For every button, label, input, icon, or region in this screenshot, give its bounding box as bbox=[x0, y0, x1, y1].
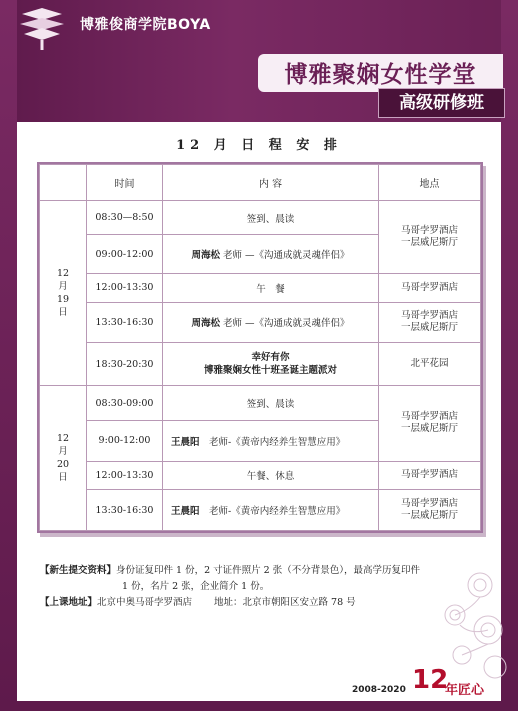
address-label: 【上课地址】 bbox=[40, 597, 98, 608]
content-cell: 周海松 老师 —《沟通成就灵魂伴侣》 bbox=[163, 235, 379, 274]
time-cell: 12:00-13:30 bbox=[87, 274, 163, 303]
teacher-name: 王晨阳 bbox=[171, 506, 200, 518]
table-row bbox=[40, 386, 481, 421]
bottom-border bbox=[0, 701, 518, 711]
materials-label: 【新生提交资料】 bbox=[40, 565, 117, 576]
time-cell: 09:00-12:00 bbox=[87, 235, 163, 274]
header-content: 内 容 bbox=[163, 165, 379, 201]
content-cell: 幸好有你 博雅聚娴女性十班圣诞主题派对 bbox=[163, 343, 379, 386]
table-row bbox=[40, 274, 481, 303]
time-cell: 18:30-20:30 bbox=[87, 343, 163, 386]
teacher-name: 周海松 bbox=[191, 318, 220, 330]
content-cell: 午 餐 bbox=[163, 274, 379, 303]
content-cell: 午餐、休息 bbox=[163, 461, 379, 490]
footer-tagline: 年匠心 bbox=[445, 683, 485, 698]
address-text: 地址：北京市朝阳区安立路 78 号 bbox=[214, 597, 356, 608]
content-cell: 签到、晨读 bbox=[163, 200, 379, 235]
time-cell: 9:00-12:00 bbox=[87, 420, 163, 461]
day-cell-20: 12 月 20 日 bbox=[40, 386, 87, 531]
time-cell: 08:30-09:00 bbox=[87, 386, 163, 421]
materials-text: 身份证复印件 1 份，2 寸证件照片 2 张（不分背景色），最高学历复印件 bbox=[116, 565, 420, 576]
logo-icon bbox=[14, 6, 70, 50]
table-row bbox=[40, 343, 481, 386]
location-cell: 马哥孛罗酒店 bbox=[379, 461, 481, 490]
subtitle-badge: 高级研修班 bbox=[378, 88, 505, 118]
teacher-name: 周海松 bbox=[191, 250, 220, 262]
time-cell: 13:30-16:30 bbox=[87, 302, 163, 343]
time-cell: 13:30-16:30 bbox=[87, 490, 163, 531]
content-cell: 周海松 老师 —《沟通成就灵魂伴侣》 bbox=[163, 302, 379, 343]
table-row bbox=[40, 302, 481, 343]
content-cell: 王晨阳 老师-《黄帝内经养生智慧应用》 bbox=[163, 490, 379, 531]
content-cell: 王晨阳 老师-《黄帝内经养生智慧应用》 bbox=[163, 420, 379, 461]
header-time: 时间 bbox=[87, 165, 163, 201]
brand-name: 博雅俊商学院BOYA bbox=[80, 17, 211, 33]
left-border bbox=[0, 0, 17, 711]
materials-line-2: 1 份，名片 2 张，企业简介 1 份。 bbox=[122, 581, 270, 592]
table-row bbox=[40, 461, 481, 490]
location-cell: 北平花园 bbox=[379, 343, 481, 386]
location-cell: 马哥孛罗酒店 一层威尼斯厅 bbox=[379, 490, 481, 531]
schedule-table bbox=[37, 162, 483, 533]
table-header-row bbox=[40, 165, 481, 201]
schedule-title: 12 月 日 程 安 排 bbox=[176, 138, 342, 153]
footer-years: 2008-2020 bbox=[352, 685, 406, 695]
footer-number: 12 bbox=[412, 665, 449, 695]
content-cell: 签到、晨读 bbox=[163, 386, 379, 421]
main-title: 博雅聚娴女性学堂 bbox=[258, 54, 503, 92]
day-cell-19: 12 月 19 日 bbox=[40, 200, 87, 386]
address-venue: 北京中奥马哥孛罗酒店 bbox=[97, 597, 193, 608]
location-cell: 马哥孛罗酒店 一层威尼斯厅 bbox=[379, 302, 481, 343]
location-cell: 马哥孛罗酒店 bbox=[379, 274, 481, 303]
table-row bbox=[40, 200, 481, 235]
header-location: 地点 bbox=[379, 165, 481, 201]
time-cell: 08:30—8:50 bbox=[87, 200, 163, 235]
location-cell: 马哥孛罗酒店 一层威尼斯厅 bbox=[379, 386, 481, 461]
header-day bbox=[40, 165, 87, 201]
table-row bbox=[40, 490, 481, 531]
time-cell: 12:00-13:30 bbox=[87, 461, 163, 490]
location-cell: 马哥孛罗酒店 一层威尼斯厅 bbox=[379, 200, 481, 273]
teacher-name: 王晨阳 bbox=[171, 436, 200, 448]
